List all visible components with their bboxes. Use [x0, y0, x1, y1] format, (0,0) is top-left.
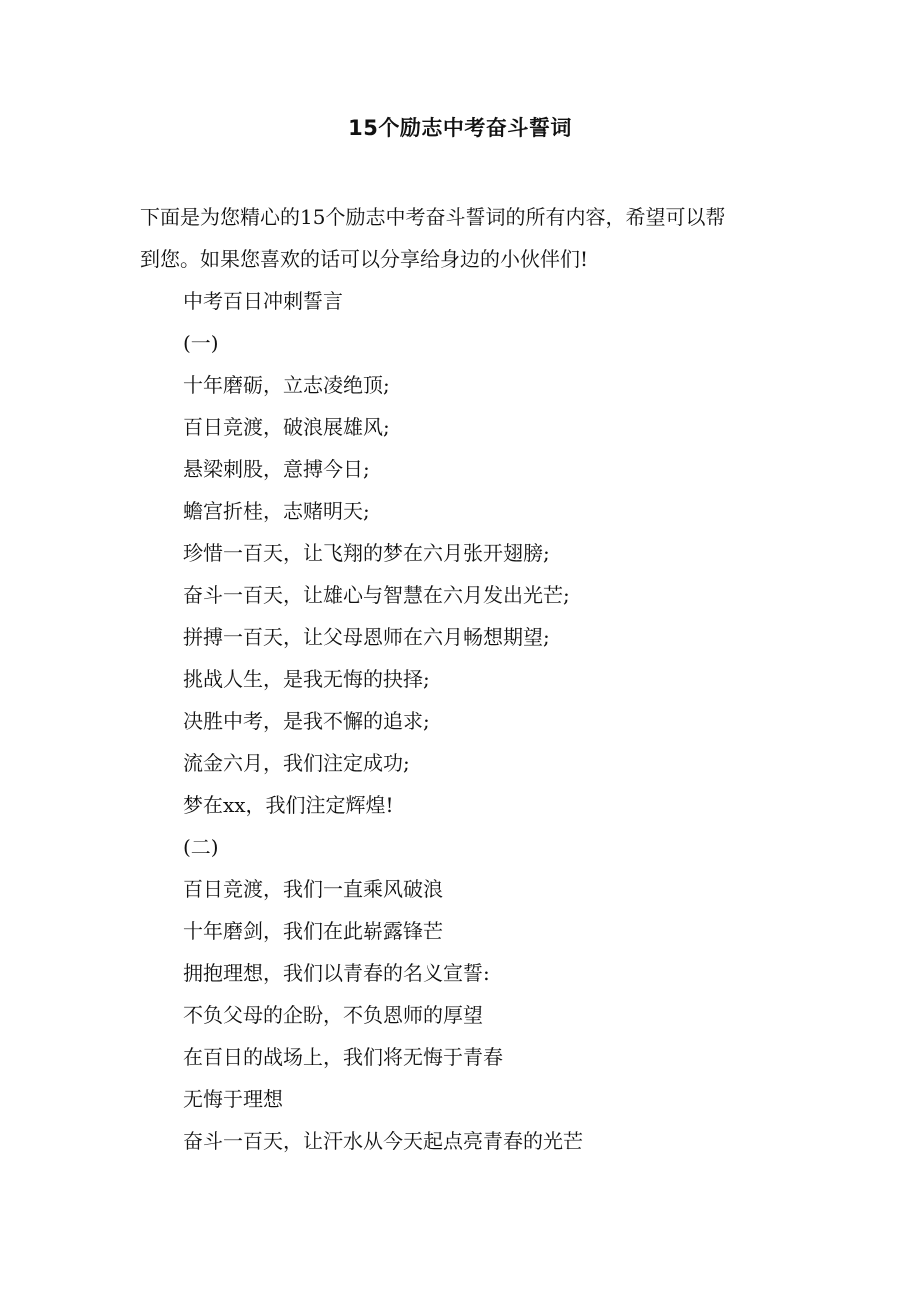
oath-line: 珍惜一百天，让飞翔的梦在六月张开翅膀; — [183, 541, 550, 565]
oath-line: 拼搏一百天，让父母恩师在六月畅想期望; — [183, 625, 550, 649]
section-heading: 中考百日冲刺誓言 — [183, 289, 343, 313]
intro-line: 下面是为您精心的15个励志中考奋斗誓词的所有内容，希望可以帮 — [140, 205, 726, 229]
oath-text — [183, 280, 803, 1162]
oath-line: 拥抱理想，我们以青春的名义宣誓: — [183, 961, 490, 985]
intro-paragraph — [140, 196, 790, 280]
oath-line: 奋斗一百天，让雄心与智慧在六月发出光芒; — [183, 583, 570, 607]
document-title: 15个励志中考奋斗誓词 — [348, 116, 572, 140]
oath-line: 蟾宫折桂，志赌明天; — [183, 499, 370, 523]
oath-line: 决胜中考，是我不懈的追求; — [183, 709, 430, 733]
oath-line: 百日竞渡，破浪展雄风; — [183, 415, 390, 439]
oath-line: 十年磨砺，立志凌绝顶; — [183, 373, 390, 397]
oath-line: 挑战人生，是我无悔的抉择; — [183, 667, 430, 691]
intro-line: 到您。如果您喜欢的话可以分享给身边的小伙伴们! — [140, 247, 589, 271]
part-marker: (一) — [183, 331, 219, 355]
oath-line: 悬梁刺股，意搏今日; — [183, 457, 370, 481]
oath-line: 百日竞渡，我们一直乘风破浪 — [183, 877, 443, 901]
oath-line: 无悔于理想 — [183, 1087, 283, 1111]
oath-line: 流金六月，我们注定成功; — [183, 751, 410, 775]
oath-line: 十年磨剑，我们在此崭露锋芒 — [183, 919, 443, 943]
oath-line: 在百日的战场上，我们将无悔于青春 — [183, 1045, 503, 1069]
oath-line: 梦在xx，我们注定辉煌! — [183, 793, 394, 817]
oath-line: 奋斗一百天，让汗水从今天起点亮青春的光芒 — [183, 1129, 583, 1153]
part-marker: (二) — [183, 835, 219, 859]
oath-line: 不负父母的企盼，不负恩师的厚望 — [183, 1003, 483, 1027]
